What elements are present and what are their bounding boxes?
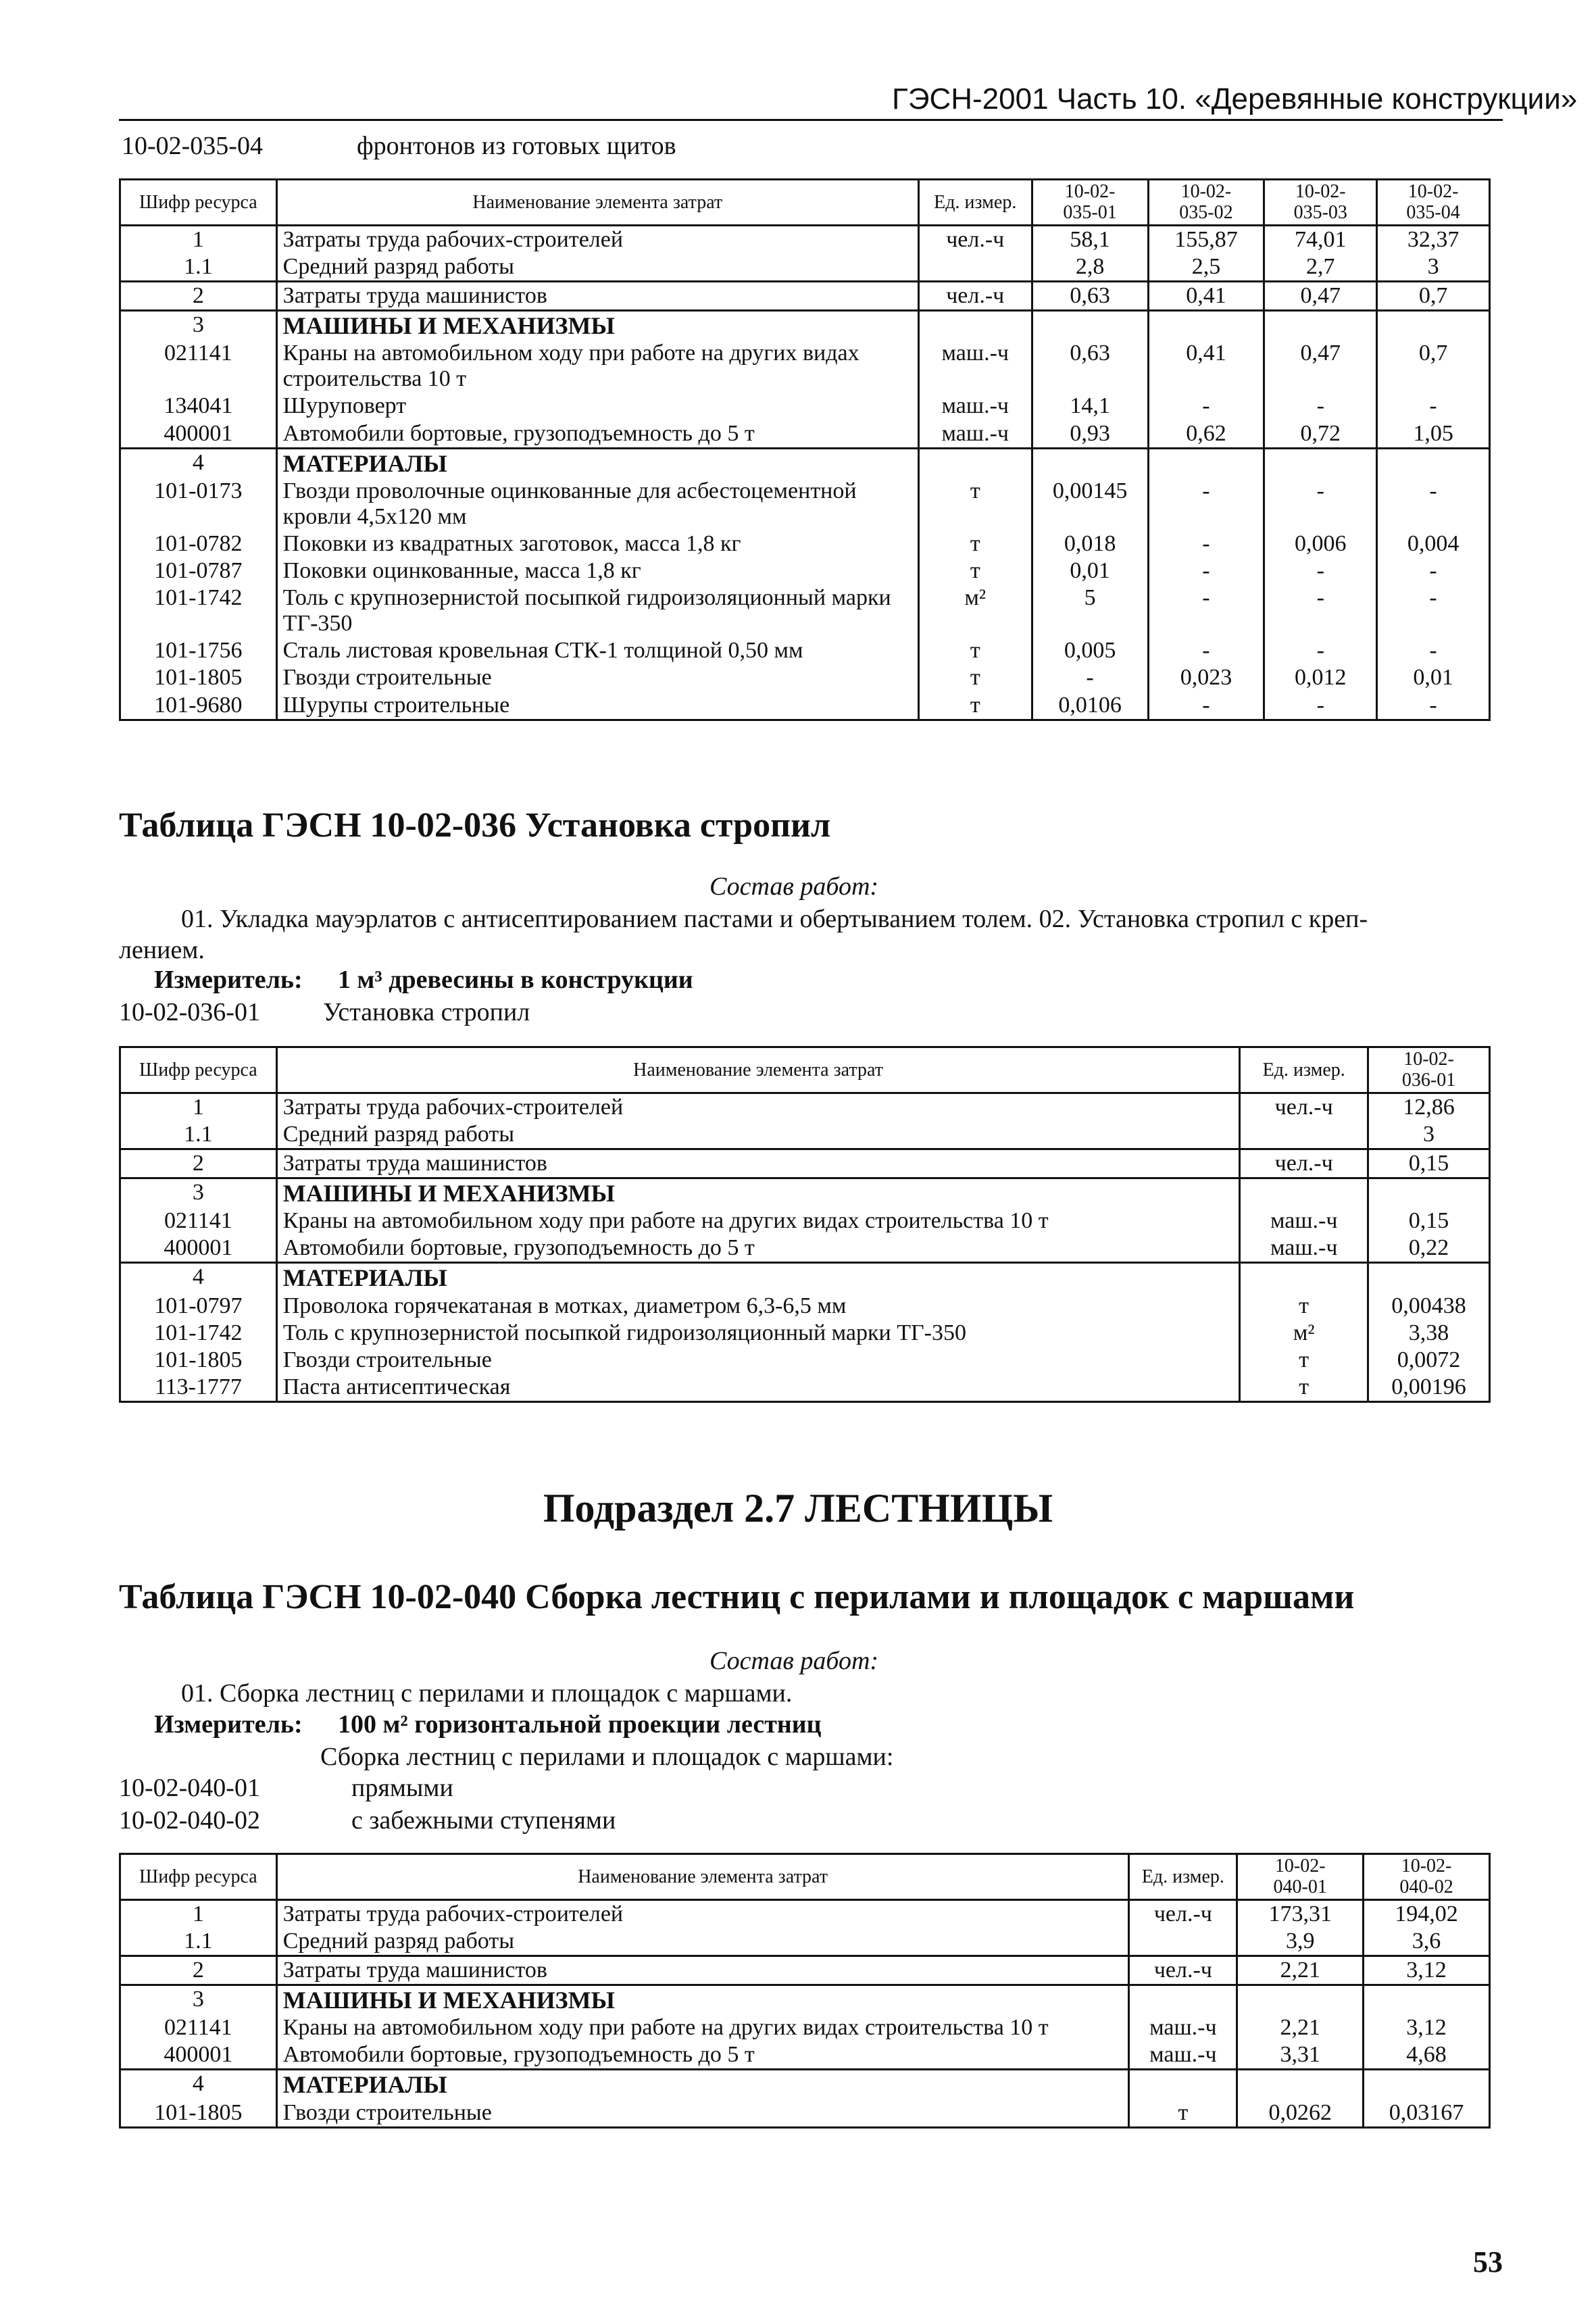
value-cell <box>1377 310 1490 340</box>
value-cell: 3,6 <box>1364 1928 1490 1956</box>
resource-code: 2 <box>120 1149 277 1178</box>
table-row <box>120 1208 1490 1235</box>
unit-cell: чел.-ч <box>1129 1956 1237 1985</box>
value-cell: - <box>1377 393 1490 420</box>
resource-code: 400001 <box>120 1235 277 1263</box>
unit-cell <box>918 448 1032 478</box>
value-cell: - <box>1264 478 1377 530</box>
unit-cell: маш.-ч <box>1129 2041 1237 2070</box>
value-cell: 0,006 <box>1264 530 1377 557</box>
resource-name: Затраты труда рабочих-строителей <box>276 1093 1240 1121</box>
resource-code: 1 <box>120 1093 277 1121</box>
resource-code: 400001 <box>120 420 277 449</box>
table-row <box>120 557 1490 584</box>
value-cell: 0,018 <box>1032 530 1148 557</box>
resource-name: Затраты труда рабочих-строителей <box>276 1899 1129 1928</box>
value-cell: - <box>1264 584 1377 637</box>
table-row <box>120 692 1490 720</box>
unit-cell <box>1129 1985 1237 2014</box>
value-cell: 2,21 <box>1237 1956 1364 1985</box>
column-header: Ед. измер. <box>918 180 1032 226</box>
value-cell: - <box>1377 478 1490 530</box>
resource-name: Автомобили бортовые, грузоподъемность до 5 т <box>276 420 918 449</box>
table-row <box>120 1149 1490 1178</box>
value-cell: - <box>1148 478 1264 530</box>
unit-cell: чел.-ч <box>1240 1093 1368 1121</box>
value-cell: 0,47 <box>1264 281 1377 310</box>
page-number: 53 <box>1473 2245 1503 2279</box>
value-cell: 12,86 <box>1368 1093 1490 1121</box>
section-title: МАТЕРИАЛЫ <box>276 1263 1240 1293</box>
value-cell: 2,21 <box>1237 2014 1364 2041</box>
value-cell: 173,31 <box>1237 1899 1364 1928</box>
table-row <box>120 1320 1490 1347</box>
value-cell: 0,0262 <box>1237 2099 1364 2128</box>
table-row <box>120 1263 1490 1293</box>
resource-name: Средний разряд работы <box>276 1928 1129 1956</box>
value-cell <box>1237 2070 1364 2099</box>
resource-name: Краны на автомобильном ходу при работе на других видах строительства 10 т <box>276 340 918 393</box>
resource-code: 101-1805 <box>120 2099 277 2128</box>
value-cell: 3 <box>1368 1121 1490 1149</box>
resource-name: Гвозди строительные <box>276 1347 1240 1374</box>
resource-table-040 <box>119 1853 1491 2129</box>
value-cell: 3,38 <box>1368 1320 1490 1347</box>
unit-cell: маш.-ч <box>1240 1208 1368 1235</box>
value-cell: 4,68 <box>1364 2041 1490 2070</box>
value-cell: 0,023 <box>1148 664 1264 691</box>
unit-cell: м² <box>1240 1320 1368 1347</box>
header-rule <box>119 119 1503 121</box>
resource-name: Средний разряд работы <box>276 253 918 282</box>
unit-cell: т <box>1240 1347 1368 1374</box>
value-cell: 3,12 <box>1364 1956 1490 1985</box>
value-cell: - <box>1264 393 1377 420</box>
resource-name: Проволока горячекатаная в мотках, диаметром 6,3-6,5 мм <box>276 1293 1240 1320</box>
value-cell: 2,8 <box>1032 253 1148 282</box>
value-cell: - <box>1264 557 1377 584</box>
table-row <box>120 1347 1490 1374</box>
value-cell: 0,01 <box>1377 664 1490 691</box>
resource-code: 400001 <box>120 2041 277 2070</box>
resource-code: 101-1805 <box>120 1347 277 1374</box>
table-row <box>120 1899 1490 1928</box>
value-cell: - <box>1148 584 1264 637</box>
resource-code: 1.1 <box>120 1928 277 1956</box>
value-cell: - <box>1148 692 1264 720</box>
unit-cell: м² <box>918 584 1032 637</box>
resource-name: Толь с крупнозернистой посыпкой гидроизоляционный марки ТГ-350 <box>276 1320 1240 1347</box>
table-row <box>120 1928 1490 1956</box>
unit-cell: чел.-ч <box>1240 1149 1368 1178</box>
resource-name: Гвозди строительные <box>276 664 918 691</box>
resource-code: 101-1805 <box>120 664 277 691</box>
unit-cell: маш.-ч <box>1129 2014 1237 2041</box>
table-row <box>120 478 1490 530</box>
resource-code: 2 <box>120 1956 277 1985</box>
value-cell: 0,0072 <box>1368 1347 1490 1374</box>
work-composition-label: Состав работ: <box>709 1647 879 1675</box>
table-row <box>120 2099 1490 2128</box>
value-cell: 0,93 <box>1032 420 1148 449</box>
value-cell: 0,41 <box>1148 340 1264 393</box>
value-cell: 0,03167 <box>1364 2099 1490 2128</box>
table-row <box>120 1293 1490 1320</box>
table-row <box>120 1093 1490 1121</box>
resource-code: 101-1756 <box>120 637 277 664</box>
value-cell: - <box>1148 393 1264 420</box>
value-cell <box>1264 310 1377 340</box>
table-row <box>120 1178 1490 1208</box>
table-row <box>120 1121 1490 1149</box>
value-cell: 0,00196 <box>1368 1374 1490 1402</box>
resource-code: 101-1742 <box>120 584 277 637</box>
value-cell: 58,1 <box>1032 225 1148 253</box>
meter-value: 1 м³ древесины в конструкции <box>338 966 693 994</box>
value-cell <box>1368 1178 1490 1208</box>
value-cell: 3,9 <box>1237 1928 1364 1956</box>
value-cell: 3 <box>1377 253 1490 282</box>
table-row <box>120 2041 1490 2070</box>
value-cell <box>1032 448 1148 478</box>
work-composition-text: 01. Сборка лестниц с перилами и площадок с маршами. <box>181 1679 793 1708</box>
unit-cell <box>1129 2070 1237 2099</box>
unit-cell <box>918 310 1032 340</box>
item-desc: с забежными ступенями <box>351 1806 616 1835</box>
value-cell <box>1364 1985 1490 2014</box>
value-cell: 0,63 <box>1032 340 1148 393</box>
unit-cell: т <box>918 692 1032 720</box>
unit-cell: маш.-ч <box>918 340 1032 393</box>
resource-code: 4 <box>120 1263 277 1293</box>
value-cell: 0,01 <box>1032 557 1148 584</box>
item-code: 10-02-040-01 <box>119 1774 260 1802</box>
table-row <box>120 393 1490 420</box>
value-cell: - <box>1264 637 1377 664</box>
unit-cell: т <box>1129 2099 1237 2128</box>
value-cell <box>1264 448 1377 478</box>
value-cell: - <box>1377 584 1490 637</box>
resource-code: 113-1777 <box>120 1374 277 1402</box>
work-composition-text: 01. Укладка мауэрлатов с антисептированием пастами и обертыванием толем. 02. Установка стропил с креп- <box>181 905 1368 933</box>
table-row <box>120 530 1490 557</box>
value-cell: 3,31 <box>1237 2041 1364 2070</box>
resource-code: 4 <box>120 2070 277 2099</box>
column-header: 10-02- 035-04 <box>1377 180 1490 226</box>
resource-name: Автомобили бортовые, грузоподъемность до 5 т <box>276 2041 1129 2070</box>
resource-name: Краны на автомобильном ходу при работе на других видах строительства 10 т <box>276 2014 1129 2041</box>
table-row <box>120 340 1490 393</box>
unit-cell: т <box>918 530 1032 557</box>
item-code: 10-02-040-02 <box>119 1806 260 1835</box>
unit-cell: т <box>1240 1374 1368 1402</box>
resource-name: Затраты труда машинистов <box>276 281 918 310</box>
subsection-heading: Подраздел 2.7 ЛЕСТНИЦЫ <box>543 1486 1053 1530</box>
column-header: 10-02- 035-02 <box>1148 180 1264 226</box>
table-row <box>120 584 1490 637</box>
table-title-036: Таблица ГЭСН 10-02-036 Установка стропил <box>119 806 831 845</box>
resource-name: Автомобили бортовые, грузоподъемность до 5 т <box>276 1235 1240 1263</box>
column-header: 10-02- 035-01 <box>1032 180 1148 226</box>
column-header: Шифр ресурса <box>120 1047 277 1093</box>
value-cell: 0,63 <box>1032 281 1148 310</box>
table-row <box>120 281 1490 310</box>
resource-name: Шуруповерт <box>276 393 918 420</box>
value-cell: 155,87 <box>1148 225 1264 253</box>
value-cell <box>1364 2070 1490 2099</box>
resource-code: 1.1 <box>120 1121 277 1149</box>
value-cell: 2,5 <box>1148 253 1264 282</box>
value-cell: 1,05 <box>1377 420 1490 449</box>
table-row <box>120 664 1490 691</box>
meter-value: 100 м² горизонтальной проекции лестниц <box>338 1710 822 1739</box>
unit-cell: маш.-ч <box>1240 1235 1368 1263</box>
resource-code: 1 <box>120 1899 277 1928</box>
table-title-040: Таблица ГЭСН 10-02-040 Сборка лестниц с перилами и площадок с маршами <box>119 1578 1355 1616</box>
unit-cell: маш.-ч <box>918 393 1032 420</box>
unit-cell <box>918 253 1032 282</box>
section-title: МАТЕРИАЛЫ <box>276 2070 1129 2099</box>
value-cell: 2,7 <box>1264 253 1377 282</box>
unit-cell: т <box>918 637 1032 664</box>
table-row <box>120 1985 1490 2014</box>
resource-code: 101-1742 <box>120 1320 277 1347</box>
resource-code: 101-0787 <box>120 557 277 584</box>
resource-name: Поковки оцинкованные, масса 1,8 кг <box>276 557 918 584</box>
column-header: 10-02- 040-01 <box>1237 1854 1364 1900</box>
value-cell: - <box>1148 637 1264 664</box>
column-header: Шифр ресурса <box>120 180 277 226</box>
value-cell: - <box>1377 557 1490 584</box>
unit-cell: чел.-ч <box>918 281 1032 310</box>
value-cell <box>1377 448 1490 478</box>
unit-cell <box>1129 1928 1237 1956</box>
meter-label: Измеритель: <box>154 966 303 994</box>
value-cell: 0,004 <box>1377 530 1490 557</box>
work-composition-text-cont: лением. <box>119 936 205 964</box>
value-cell: - <box>1264 692 1377 720</box>
unit-cell: т <box>918 557 1032 584</box>
resource-name: Затраты труда машинистов <box>276 1149 1240 1178</box>
value-cell: 0,7 <box>1377 340 1490 393</box>
value-cell: - <box>1148 530 1264 557</box>
resource-code: 101-0173 <box>120 478 277 530</box>
resource-code: 021141 <box>120 1208 277 1235</box>
table-row <box>120 1374 1490 1402</box>
resource-table-035 <box>119 178 1491 721</box>
section-title: МАШИНЫ И МЕХАНИЗМЫ <box>276 310 918 340</box>
table-row <box>120 225 1490 253</box>
table-row <box>120 2014 1490 2041</box>
resource-name: Средний разряд работы <box>276 1121 1240 1149</box>
resource-name: Толь с крупнозернистой посыпкой гидроизоляционный марки ТГ-350 <box>276 584 918 637</box>
resource-code: 021141 <box>120 2014 277 2041</box>
unit-cell <box>1240 1178 1368 1208</box>
unit-cell: чел.-ч <box>1129 1899 1237 1928</box>
value-cell: - <box>1377 637 1490 664</box>
resource-code: 3 <box>120 310 277 340</box>
table-row <box>120 448 1490 478</box>
section-title: МАШИНЫ И МЕХАНИЗМЫ <box>276 1178 1240 1208</box>
value-cell: 0,41 <box>1148 281 1264 310</box>
item-code: 10-02-036-01 <box>119 998 260 1026</box>
value-cell: 14,1 <box>1032 393 1148 420</box>
table-row <box>120 1235 1490 1263</box>
resource-name: Затраты труда рабочих-строителей <box>276 225 918 253</box>
resource-name: Гвозди проволочные оцинкованные для асбестоцементной кровли 4,5x120 мм <box>276 478 918 530</box>
item-desc: Установка стропил <box>323 998 530 1026</box>
value-cell <box>1237 1985 1364 2014</box>
resource-name: Сталь листовая кровельная СТК-1 толщиной 0,50 мм <box>276 637 918 664</box>
table-row <box>120 310 1490 340</box>
item-desc: фронтонов из готовых щитов <box>357 132 676 160</box>
table-row <box>120 637 1490 664</box>
value-cell: - <box>1377 692 1490 720</box>
table-row <box>120 2070 1490 2099</box>
column-header: 10-02- 035-03 <box>1264 180 1377 226</box>
value-cell <box>1148 310 1264 340</box>
value-cell <box>1148 448 1264 478</box>
value-cell: 0,7 <box>1377 281 1490 310</box>
resource-code: 101-9680 <box>120 692 277 720</box>
value-cell: 0,00438 <box>1368 1293 1490 1320</box>
resource-code: 021141 <box>120 340 277 393</box>
resource-name: Поковки из квадратных заготовок, масса 1,8 кг <box>276 530 918 557</box>
unit-cell <box>1240 1121 1368 1149</box>
value-cell: 0,15 <box>1368 1208 1490 1235</box>
resource-code: 1 <box>120 225 277 253</box>
resource-table-036 <box>119 1046 1491 1403</box>
resource-name: Краны на автомобильном ходу при работе на других видах строительства 10 т <box>276 1208 1240 1235</box>
resource-name: Паста антисептическая <box>276 1374 1240 1402</box>
column-header: Наименование элемента затрат <box>276 1047 1240 1093</box>
value-cell: 74,01 <box>1264 225 1377 253</box>
work-composition-label: Состав работ: <box>709 872 879 901</box>
meter-label: Измеритель: <box>154 1710 303 1739</box>
value-cell: 0,47 <box>1264 340 1377 393</box>
resource-name: Гвозди строительные <box>276 2099 1129 2128</box>
resource-name: Затраты труда машинистов <box>276 1956 1129 1985</box>
value-cell: 0,00145 <box>1032 478 1148 530</box>
resource-code: 101-0782 <box>120 530 277 557</box>
unit-cell: т <box>918 664 1032 691</box>
section-title: МАТЕРИАЛЫ <box>276 448 918 478</box>
table-row <box>120 420 1490 449</box>
column-header: 10-02- 036-01 <box>1368 1047 1490 1093</box>
resource-name: Шурупы строительные <box>276 692 918 720</box>
table-row <box>120 253 1490 282</box>
value-cell <box>1032 310 1148 340</box>
group-heading: Сборка лестниц с перилами и площадок с маршами: <box>320 1743 894 1771</box>
value-cell: 0,62 <box>1148 420 1264 449</box>
resource-code: 134041 <box>120 393 277 420</box>
column-header: Наименование элемента затрат <box>276 1854 1129 1900</box>
table-row <box>120 1956 1490 1985</box>
item-desc: прямыми <box>351 1774 453 1802</box>
column-header: Ед. измер. <box>1129 1854 1237 1900</box>
resource-code: 3 <box>120 1985 277 2014</box>
column-header: 10-02- 040-02 <box>1364 1854 1490 1900</box>
resource-code: 3 <box>120 1178 277 1208</box>
resource-code: 1.1 <box>120 253 277 282</box>
resource-code: 101-0797 <box>120 1293 277 1320</box>
value-cell: 5 <box>1032 584 1148 637</box>
column-header: Наименование элемента затрат <box>276 180 918 226</box>
resource-code: 4 <box>120 448 277 478</box>
value-cell: 32,37 <box>1377 225 1490 253</box>
unit-cell: т <box>1240 1293 1368 1320</box>
unit-cell: маш.-ч <box>918 420 1032 449</box>
section-title: МАШИНЫ И МЕХАНИЗМЫ <box>276 1985 1129 2014</box>
unit-cell: т <box>918 478 1032 530</box>
value-cell: 0,72 <box>1264 420 1377 449</box>
value-cell: 0,005 <box>1032 637 1148 664</box>
value-cell: - <box>1032 664 1148 691</box>
value-cell: 194,02 <box>1364 1899 1490 1928</box>
value-cell: 3,12 <box>1364 2014 1490 2041</box>
running-header: ГЭСН-2001 Часть 10. «Деревянные конструкции» <box>892 82 1578 116</box>
value-cell: - <box>1148 557 1264 584</box>
value-cell: 0,012 <box>1264 664 1377 691</box>
unit-cell: чел.-ч <box>918 225 1032 253</box>
value-cell <box>1368 1263 1490 1293</box>
column-header: Ед. измер. <box>1240 1047 1368 1093</box>
column-header: Шифр ресурса <box>120 1854 277 1900</box>
item-code: 10-02-035-04 <box>122 132 263 160</box>
value-cell: 0,22 <box>1368 1235 1490 1263</box>
value-cell: 0,15 <box>1368 1149 1490 1178</box>
unit-cell <box>1240 1263 1368 1293</box>
value-cell: 0,0106 <box>1032 692 1148 720</box>
resource-code: 2 <box>120 281 277 310</box>
